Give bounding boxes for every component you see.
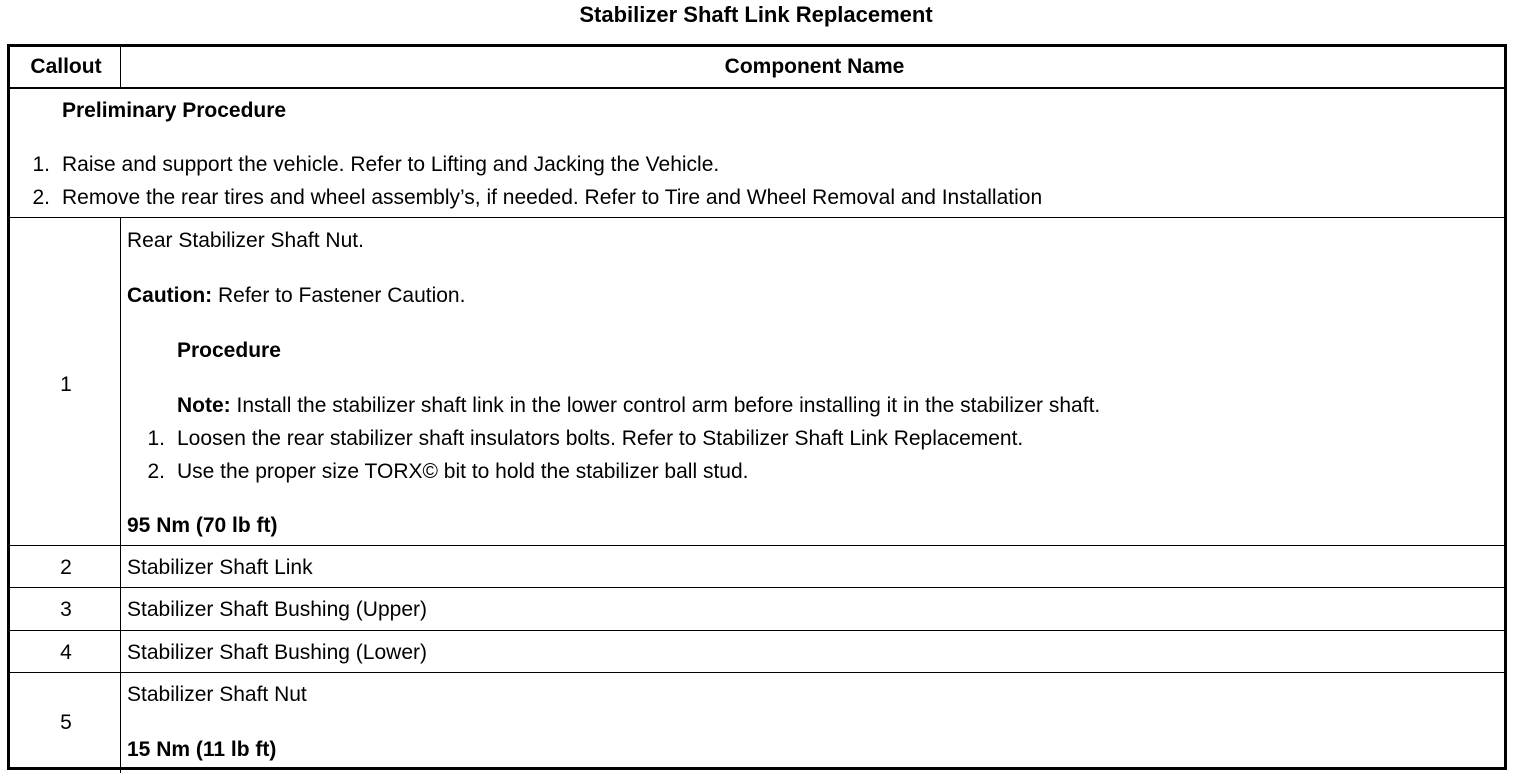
callout-4: 4 xyxy=(60,641,72,664)
row-divider xyxy=(10,545,1504,546)
component-name-4: Stabilizer Shaft Bushing (Lower) xyxy=(127,641,427,664)
callout-3: 3 xyxy=(60,598,72,621)
header-component-name: Component Name xyxy=(724,55,905,78)
header-callout: Callout xyxy=(30,55,102,78)
component-table: Callout Component Name Preliminary Procedure 1. Raise and support the vehicle. Refer to Lifting and Jacking the Vehicle. 2. Remove the rear tires and wheel assembly’s, if needed. Refer to Tire and Wheel Removal and Installation 1 Rear Stabilizer Shaft Nut. Caution: Refer to Fastener Caution. Procedure Note: Install the stabilizer shaft link in the lower control arm before installing it in the stabilizer shaft. 1. Loosen the rear stabilizer shaft insulators bolts. Refer to Stabilizer Shaft Link Replacement. 2. Use the proper size TORX© bit to hold the stabilizer ball stud. 95 Nm (70 lb ft) 2 Stabilizer Shaft Link 3 Stabilizer Shaft Bushing (Upper) 4 Stabilizer Shaft Bushing (Lower) 5 Stabilizer Shaft Nut 15 Nm (11 lb ft) xyxy=(7,44,1507,770)
preliminary-heading: Preliminary Procedure xyxy=(62,99,287,122)
callout-2: 2 xyxy=(60,556,72,579)
column-divider xyxy=(120,47,121,87)
row-divider xyxy=(10,672,1504,673)
row-divider xyxy=(10,217,1504,218)
component-name-5: Stabilizer Shaft Nut xyxy=(127,683,307,706)
component-name-2: Stabilizer Shaft Link xyxy=(127,556,313,579)
caution-line: Caution: Refer to Fastener Caution. xyxy=(127,284,466,307)
header-divider xyxy=(10,87,1504,89)
column-divider xyxy=(120,217,121,773)
torque-spec-1: 95 Nm (70 lb ft) xyxy=(127,514,278,537)
torque-spec-5: 15 Nm (11 lb ft) xyxy=(127,738,277,761)
component-name-1: Rear Stabilizer Shaft Nut. xyxy=(127,229,364,252)
note-line: Note: Install the stabilizer shaft link in the lower control arm before installing it in the stabilizer shaft. xyxy=(177,394,1101,417)
row-divider xyxy=(10,630,1504,631)
component-name-3: Stabilizer Shaft Bushing (Upper) xyxy=(127,598,427,621)
page-title: Stabilizer Shaft Link Replacement xyxy=(579,2,933,27)
procedure-heading: Procedure xyxy=(177,339,281,362)
row-divider xyxy=(10,587,1504,588)
callout-1: 1 xyxy=(60,373,72,396)
callout-5: 5 xyxy=(60,711,72,734)
